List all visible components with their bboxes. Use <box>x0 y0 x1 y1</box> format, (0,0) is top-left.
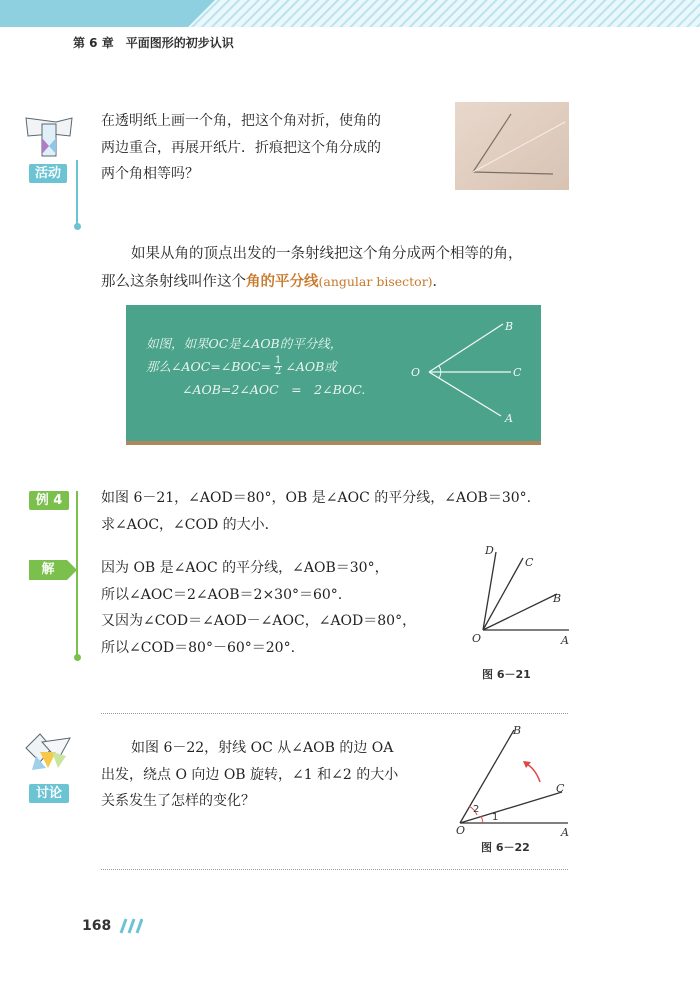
discussion-line-3: 关系发生了怎样的变化？ <box>101 793 255 809</box>
section-divider-bottom <box>101 869 568 870</box>
example-line-1: 如图 6－21，∠AOD＝80°，OB 是∠AOC 的平分线，∠AOB＝30°. <box>101 490 532 506</box>
definition-line-1 <box>101 241 581 268</box>
fig22-angle-1: 1 <box>492 812 499 823</box>
activity-rail <box>76 160 78 226</box>
chalkboard-text <box>146 332 406 401</box>
discussion-tag: 讨论 <box>29 784 69 803</box>
chalk-label-c: C <box>513 366 522 379</box>
definition-line-2 <box>101 268 581 296</box>
fig21-label-c: C <box>525 556 534 569</box>
activity-line-1: 在透明纸上画一个角，把这个角对折，使角的 <box>101 113 381 129</box>
discussion-line-2: 出发，绕点 O 向边 OB 旋转，∠1 和∠2 的大小 <box>101 766 399 783</box>
chalk-line-1: 如图，如果OC是∠AOB的平分线， <box>146 336 343 351</box>
fraction-denominator: 2 <box>274 366 282 377</box>
fig22-label-o: O <box>456 824 466 837</box>
chalkboard-angle-diagram <box>405 316 535 430</box>
section-divider-top <box>101 713 568 714</box>
fig22-angle-2: 2 <box>473 804 480 815</box>
activity-text <box>101 108 441 188</box>
chalk-line-2 <box>146 355 406 378</box>
definition-line-2-after: ． <box>432 274 448 290</box>
page-number-slashes <box>117 918 143 934</box>
page-number <box>82 918 143 934</box>
definition-line-1-text: 如果从角的顶点出发的一条射线把这个角分成两个相等的角， <box>131 246 523 262</box>
figure-6-21-caption: 图 6－21 <box>482 668 531 681</box>
chalk-label-o: O <box>411 366 421 379</box>
activity-icon <box>22 114 78 166</box>
solution-line-4: 所以∠COD＝80°－60°＝20°. <box>101 639 296 656</box>
page-number-value: 168 <box>82 918 112 934</box>
fig22-label-a: A <box>561 826 569 837</box>
activity-line-2: 两边重合，再展开纸片．折痕把这个角分成的 <box>101 139 381 156</box>
chalk-label-b: B <box>505 320 514 333</box>
chalk-fraction <box>274 356 282 377</box>
definition-line-2-before: 那么这条射线叫作这个 <box>101 274 246 290</box>
fig21-label-d: D <box>485 544 494 557</box>
example-rail-dot <box>74 654 81 661</box>
figure-6-22 <box>450 722 575 837</box>
solution-line-1: 因为 OB 是∠AOC 的平分线，∠AOB＝30°， <box>101 560 389 576</box>
example-text <box>101 485 581 538</box>
definition-term: 角的平分线 <box>246 274 319 290</box>
example-tag: 例 4 <box>29 491 69 510</box>
activity-tag: 活动 <box>29 164 67 183</box>
solution-line-3: 又因为∠COD＝∠AOD－∠AOC，∠AOD＝80°， <box>101 613 417 629</box>
header-band <box>0 0 700 27</box>
fig21-label-a: A <box>561 634 569 647</box>
fraction-numerator: 1 <box>274 355 282 366</box>
discussion-text <box>101 735 441 815</box>
chapter-title: 第 6 章 平面图形的初步认识 <box>73 36 234 50</box>
example-line-2: 求∠AOC，∠COD 的大小． <box>101 516 279 533</box>
discussion-line-1: 如图 6－22，射线 OC 从∠AOB 的边 OA <box>131 740 394 756</box>
fig22-label-c: C <box>556 782 565 795</box>
fig21-label-b: B <box>553 592 562 605</box>
chalk-line-3: ∠AOB=2∠AOC = 2∠BOC. <box>182 382 366 397</box>
discussion-icon <box>22 730 78 778</box>
activity-rail-dot <box>74 223 81 230</box>
definition-english: (angular bisector) <box>318 274 433 289</box>
chalk-label-a: A <box>505 412 513 425</box>
solution-text <box>101 555 441 661</box>
chalk-line-2-after: ∠AOB或 <box>285 359 337 374</box>
solution-line-2: 所以∠AOC＝2∠AOB＝2×30°＝60°. <box>101 586 343 603</box>
figure-6-22-caption: 图 6－22 <box>481 841 530 854</box>
fig21-label-o: O <box>472 632 482 645</box>
folded-paper-photo <box>455 102 569 190</box>
solution-tag: 解 <box>41 562 55 577</box>
figure-6-21 <box>465 540 575 650</box>
definition-text <box>101 241 581 296</box>
chalkboard-ledge <box>126 441 541 445</box>
activity-line-3: 两个角相等吗？ <box>101 166 199 182</box>
chalk-line-2-before: 那么∠AOC=∠BOC= <box>146 359 271 374</box>
fig22-label-b: B <box>513 724 522 737</box>
